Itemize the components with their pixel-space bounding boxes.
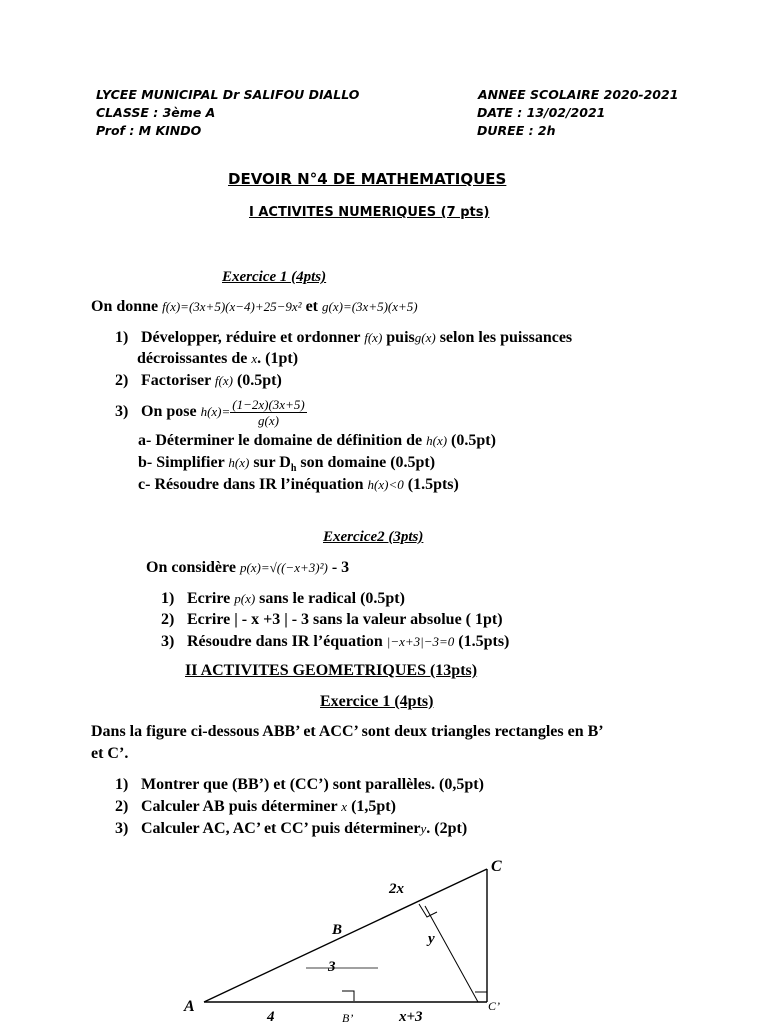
intro-text: et xyxy=(305,298,319,315)
section-heading-numeric: I ACTIVITES NUMERIQUES (7 pts) xyxy=(249,205,490,220)
question-text: . (1pt) xyxy=(257,350,299,367)
exercise-title: Exercice2 (3pts) xyxy=(323,529,424,545)
label-A: A xyxy=(184,998,195,1015)
page-title: DEVOIR N°4 DE MATHEMATIQUES xyxy=(228,170,507,188)
label-2x: 2x xyxy=(389,881,404,897)
question-text: Ecrire xyxy=(187,590,231,607)
question-number: 1) xyxy=(115,329,129,346)
question-text: (0.5pt) xyxy=(236,372,282,389)
math-expr: x xyxy=(341,799,348,814)
math-expr: p(x) xyxy=(234,591,256,606)
fraction-denominator: g(x) xyxy=(258,412,279,428)
question-text: Ecrire | - x +3 | - 3 sans la valeur absolue ( 1pt) xyxy=(187,611,503,628)
question-text: Factoriser xyxy=(141,372,211,389)
math-expr: f(x) xyxy=(364,330,383,345)
label-3: 3 xyxy=(328,959,336,975)
math-expr: g(x) xyxy=(414,330,436,345)
sub-question-label: b- xyxy=(138,454,153,471)
class-info: CLASSE : 3ème A xyxy=(96,105,216,120)
intro-text: On considère xyxy=(146,559,236,576)
exercise-title: Exercice 1 (4pts) xyxy=(320,693,434,710)
school-year: ANNEE SCOLAIRE 2020-2021 xyxy=(478,87,679,102)
question-text: (0.5pt) xyxy=(451,432,496,449)
question-text: Simplifier xyxy=(156,454,225,471)
math-expr: y xyxy=(420,821,427,836)
question-number: 2) xyxy=(161,611,175,628)
f-definition: f(x)=(3x+5)(x−4)+25−9x² xyxy=(162,299,302,314)
question-number: 3) xyxy=(115,820,129,837)
question-text: Calculer AC, AC’ et CC’ puis déterminer xyxy=(141,820,421,837)
intro-text: On donne xyxy=(91,298,159,315)
exam-duration: DUREE : 2h xyxy=(477,123,556,138)
math-expr: h(x)<0 xyxy=(367,477,404,492)
label-x-plus-3: x+3 xyxy=(399,1009,423,1024)
question-text: Calculer AB puis déterminer xyxy=(141,798,338,815)
exercise-title: Exercice 1 (4pts) xyxy=(222,269,327,285)
subscript: h xyxy=(290,463,297,475)
question-text: Développer, réduire et ordonner xyxy=(141,329,361,346)
question-text: sans le radical (0.5pt) xyxy=(259,590,405,607)
question-number: 1) xyxy=(115,776,129,793)
teacher-info: Prof : M KINDO xyxy=(96,123,202,138)
school-name: LYCEE MUNICIPAL Dr SALIFOU DIALLO xyxy=(96,87,360,102)
label-C: C xyxy=(491,858,502,875)
question-text: Montrer que (BB’) et (CC’) sont parallèles. (0,5pt) xyxy=(141,776,484,793)
question-text: . (2pt) xyxy=(426,820,468,837)
label-4: 4 xyxy=(267,1009,275,1024)
question-number: 3) xyxy=(115,403,129,420)
question-text: Déterminer le domaine de définition de xyxy=(155,432,423,449)
question-number: 3) xyxy=(161,633,175,650)
question-text: Résoudre dans IR l’équation xyxy=(187,633,383,650)
question-text: (1.5pts) xyxy=(458,633,510,650)
question-text: son domaine (0.5pt) xyxy=(300,454,436,471)
math-expr: h(x) xyxy=(228,455,250,470)
question-text: (1.5pts) xyxy=(407,476,459,493)
section-heading-geometry: II ACTIVITES GEOMETRIQUES (13pts) xyxy=(185,662,478,679)
intro-text: - 3 xyxy=(331,559,350,576)
side-AC xyxy=(204,869,487,1002)
question-text: sur D xyxy=(253,454,291,471)
label-B: B xyxy=(332,922,343,938)
segment-y xyxy=(425,906,478,1002)
sub-question-label: c- xyxy=(138,476,151,493)
question-text: (1,5pt) xyxy=(351,798,396,815)
label-C-prime: C’ xyxy=(488,999,500,1013)
math-expr: x xyxy=(251,351,258,366)
question-number: 2) xyxy=(115,798,129,815)
label-y: y xyxy=(428,931,435,947)
question-number: 1) xyxy=(161,590,175,607)
math-expr: |−x+3|−3=0 xyxy=(386,634,455,649)
p-definition: p(x)=√((−x+3)²) xyxy=(239,560,328,575)
fraction-numerator: (1−2x)(3x+5) xyxy=(232,396,305,412)
label-B-prime: B’ xyxy=(342,1011,354,1024)
question-text: puis xyxy=(386,329,415,346)
math-expr: f(x) xyxy=(214,373,233,388)
question-text: On pose xyxy=(141,403,197,420)
exam-date: DATE : 13/02/2021 xyxy=(477,105,606,120)
g-definition: g(x)=(3x+5)(x+5) xyxy=(322,299,418,314)
question-text: décroissantes de xyxy=(137,350,248,367)
geometry-intro-line2: et C’. xyxy=(91,745,129,762)
question-number: 2) xyxy=(115,372,129,389)
question-text: selon les puissances xyxy=(439,329,573,346)
math-expr: h(x)= xyxy=(200,404,231,419)
right-angle-mark xyxy=(342,991,354,1001)
question-text: Résoudre dans IR l’inéquation xyxy=(154,476,364,493)
sub-question-label: a- xyxy=(138,432,152,449)
geometry-intro-line1: Dans la figure ci-dessous ABB’ et ACC’ sont deux triangles rectangles en B’ xyxy=(91,723,604,740)
math-expr: h(x) xyxy=(426,433,448,448)
